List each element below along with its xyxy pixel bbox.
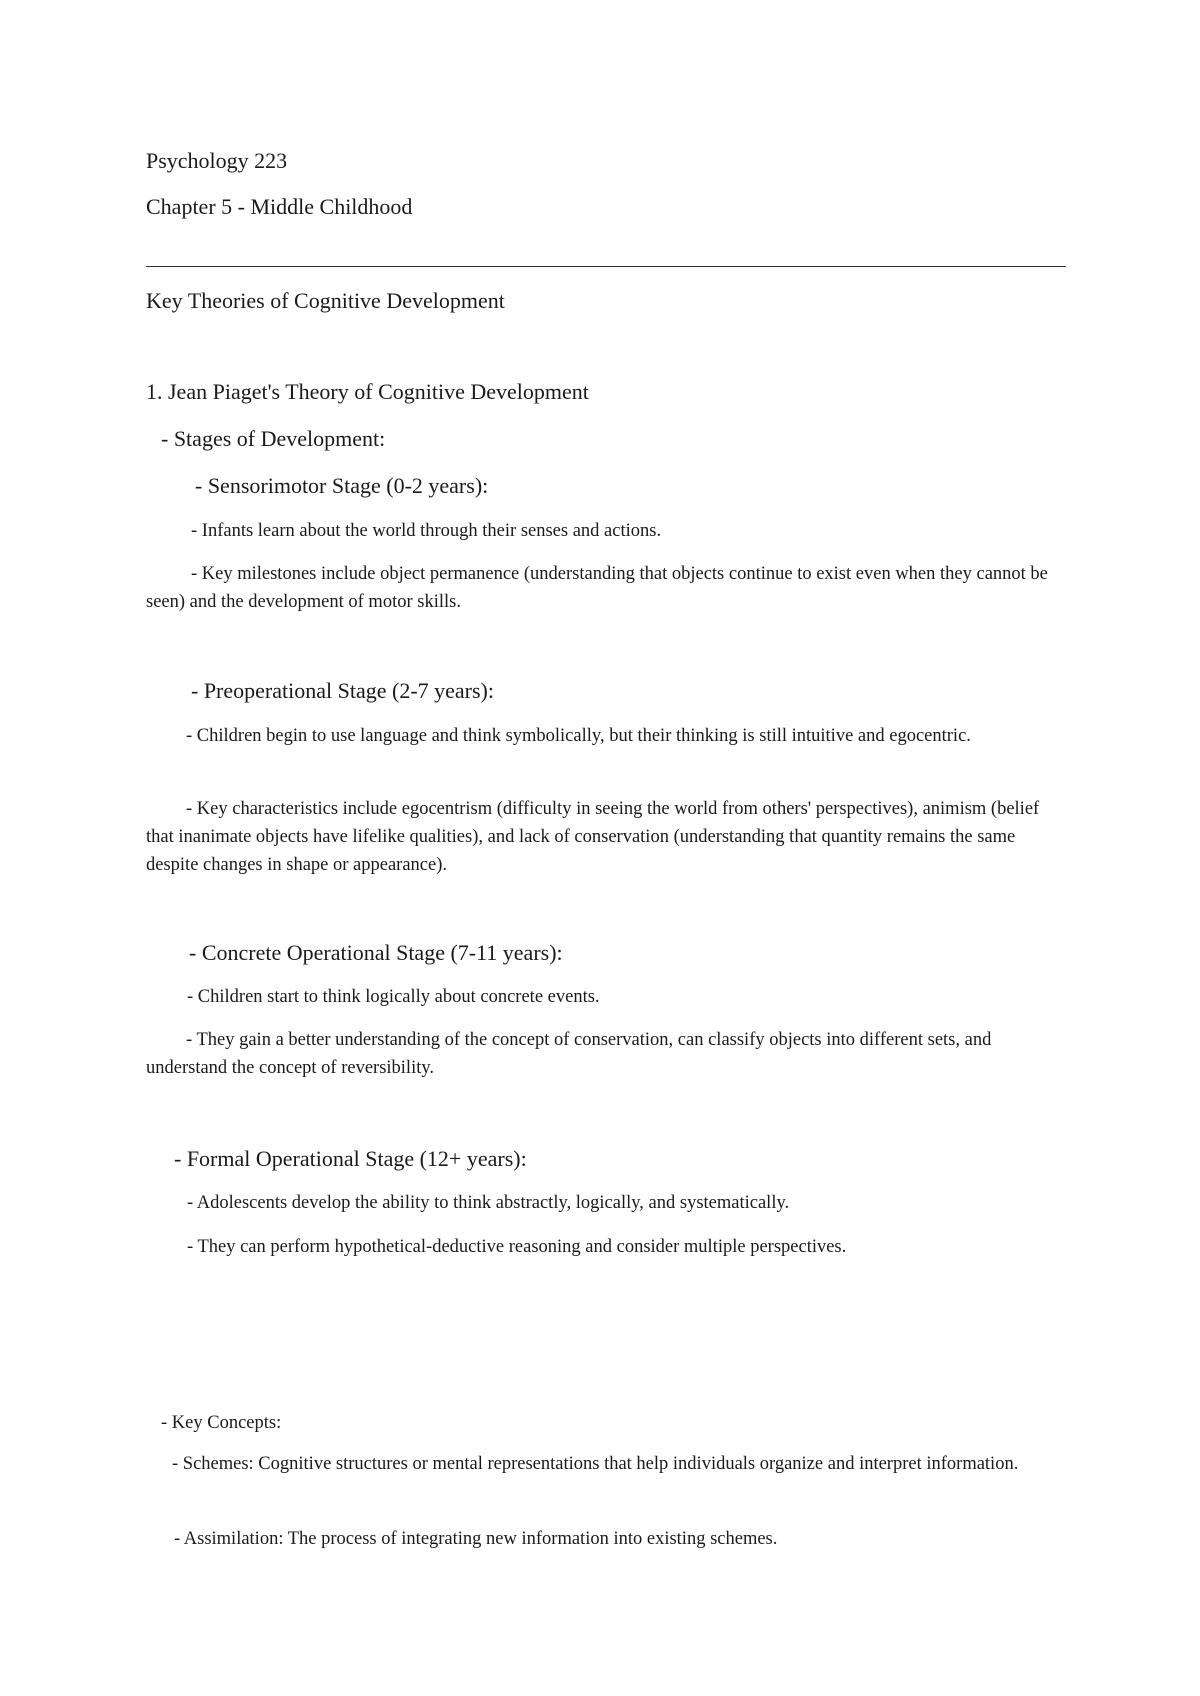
stages-heading: - Stages of Development:: [161, 426, 386, 451]
stage-title-concrete-operational: - Concrete Operational Stage (7-11 years):: [189, 940, 563, 965]
stage-title-preoperational: - Preoperational Stage (2-7 years):: [191, 678, 494, 703]
section-title: Key Theories of Cognitive Development: [146, 288, 505, 313]
stage-title-sensorimotor: - Sensorimotor Stage (0-2 years):: [195, 473, 489, 498]
concept-item: - Assimilation: The process of integrating new information into existing schemes.: [174, 1529, 778, 1549]
theory-heading: 1. Jean Piaget's Theory of Cognitive Development: [146, 379, 589, 404]
stage-point: - Key milestones include object permanence (understanding that objects continue to exist even when they cannot be seen) and the development of motor skills.: [146, 564, 1048, 612]
stage-point: - They can perform hypothetical-deductive reasoning and consider multiple perspectives.: [187, 1237, 847, 1257]
stage-point: - They gain a better understanding of the concept of conservation, can classify objects into different sets, and understand the concept of reversibility.: [146, 1030, 992, 1078]
stage-point: - Adolescents develop the ability to think abstractly, logically, and systematically.: [187, 1193, 790, 1213]
stage-point: - Key characteristics include egocentrism (difficulty in seeing the world from others' perspectives), animism (belief that inanimate objects have lifelike qualities), and lack of conservation (understanding that quantity remains the same despite changes in shape or appearance).: [146, 799, 1040, 875]
header-divider: [146, 266, 1066, 267]
concept-item: - Schemes: Cognitive structures or mental representations that help individuals organize and interpret information.: [172, 1454, 1019, 1474]
stage-point: - Infants learn about the world through their senses and actions.: [191, 521, 662, 541]
stage-title-formal-operational: - Formal Operational Stage (12+ years):: [174, 1146, 527, 1171]
stage-point: - Children begin to use language and think symbolically, but their thinking is still intuitive and egocentric.: [186, 726, 971, 746]
chapter-title: Chapter 5 - Middle Childhood: [146, 194, 413, 219]
course-title: Psychology 223: [146, 148, 288, 173]
concepts-heading: - Key Concepts:: [161, 1413, 282, 1433]
stage-point: - Children start to think logically about concrete events.: [187, 987, 600, 1007]
